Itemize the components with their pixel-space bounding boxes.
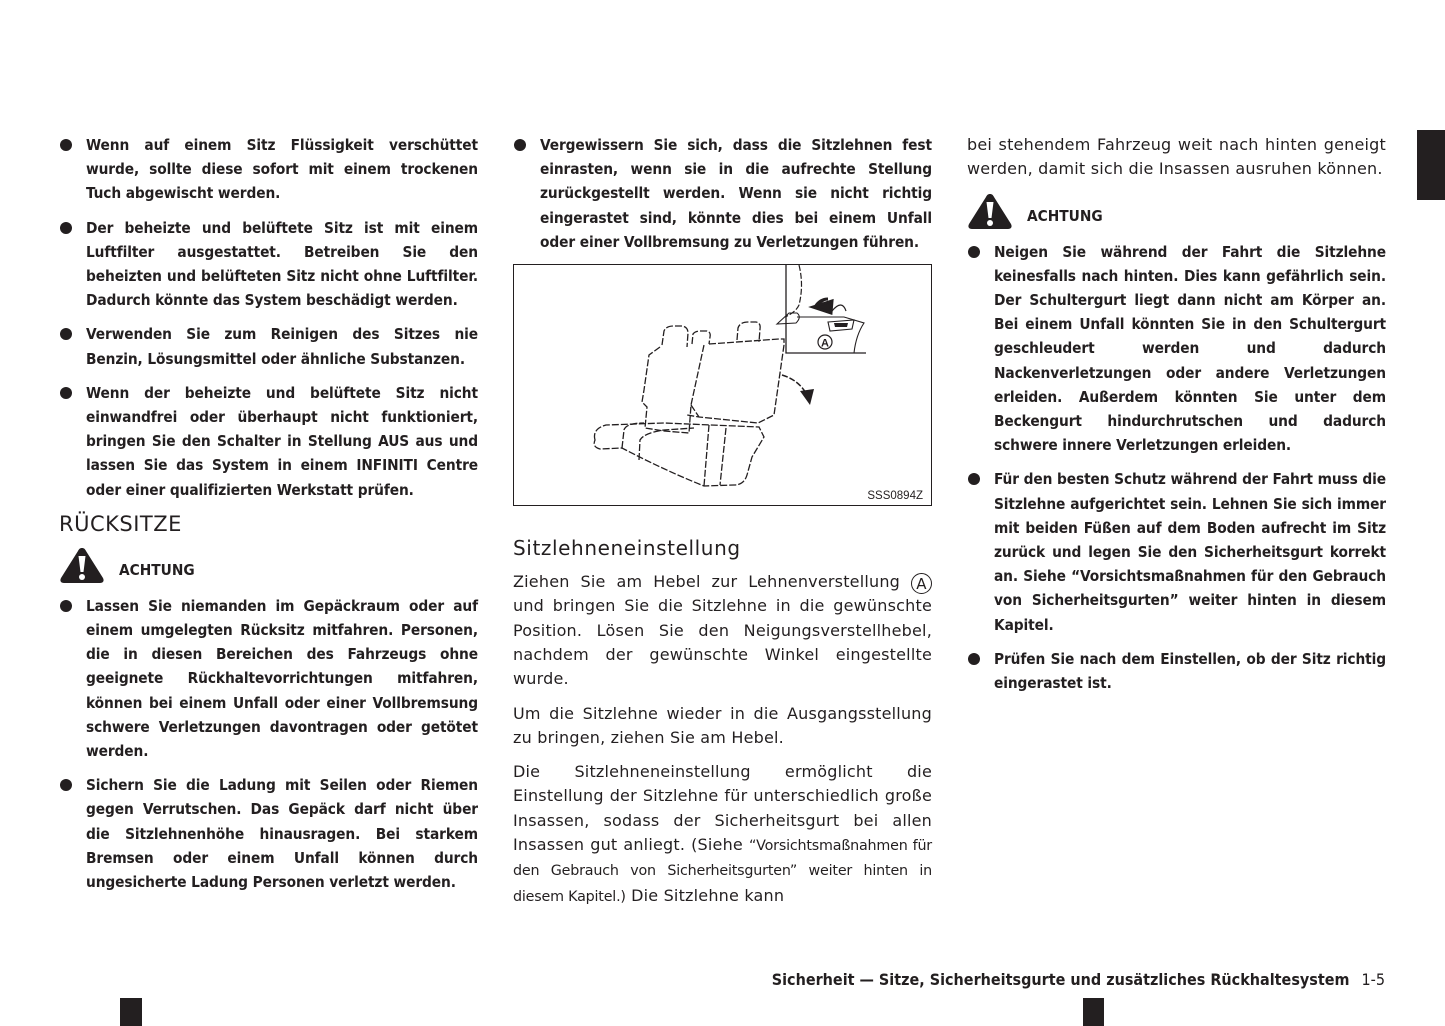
column-2 — [513, 133, 932, 919]
bullet-item: Lassen Sie niemanden im Gepäckraum oder auf einem umgelegten Rücksitz mitfahren. Personen, die in diesen Bereichen des Fahrzeugs ohne geeignete Rückhaltevorrichtungen mitfahren, können bei einem Unfall oder einer Vollbremsung schwere Verletzungen davontragen oder getötet werden. — [59, 594, 478, 763]
chapter-thumb-tab — [1417, 130, 1445, 200]
column-3 — [967, 133, 1386, 705]
warning-label: ACHTUNG — [1027, 206, 1103, 225]
bullet-icon — [60, 328, 72, 340]
paragraph: Um die Sitzlehne wieder in die Ausgangsstellung zu bringen, ziehen Sie am Hebel. — [513, 703, 932, 747]
subsection-title: Sitzlehneneinstellung — [513, 536, 741, 561]
paragraph: Ziehen Sie am Hebel zur Lehnenverstellung A und bringen Sie die Sitzlehne in die gewünschte Position. Lösen Sie den Neigungsverstellhebel, nachdem der gewünschte Winkel eingestellte wurde. — [513, 572, 932, 689]
bullet-icon — [60, 222, 72, 234]
warning-label: ACHTUNG — [119, 560, 195, 579]
bullet-item: Neigen Sie während der Fahrt die Sitzlehne keinesfalls nach hinten. Dies kann gefährlich sein. Der Schultergurt liegt dann nicht am Körper an. Bei einem Unfall könnten Sie in den Schultergurt geschleudert werden und dadurch Nackenverletzungen oder andere Verletzungen erleiden. Außerdem könnten Sie unter dem Beckengurt hindurchrutschen und dadurch schwere innere Verletzungen erleiden. — [967, 240, 1386, 458]
rear-seat-illustration — [513, 264, 932, 506]
warning-header — [967, 192, 1386, 232]
bullet-icon — [60, 600, 72, 612]
bullet-icon — [968, 246, 980, 258]
headrest-left — [662, 326, 688, 347]
cross-reference: “Vorsichtsmaßnahmen für den Gebrauch von Sicherheitsgurten” weiter hinten in diesem Kapitel.) — [513, 837, 932, 905]
page-footer — [772, 970, 1385, 989]
column-1 — [59, 133, 478, 904]
fold-arrow-icon — [782, 375, 814, 405]
warning-triangle-icon — [59, 546, 105, 584]
headrest-right — [737, 322, 760, 342]
lever-detail-inset — [777, 265, 866, 353]
bullet-icon — [514, 139, 526, 151]
callout-a-icon: A — [911, 573, 932, 594]
section-title: RÜCKSITZE — [59, 511, 182, 536]
bullet-icon — [968, 473, 980, 485]
bullet-item: Verwenden Sie zum Reinigen des Sitzes nie Benzin, Lösungsmittel oder ähnliche Substanzen. — [59, 322, 478, 370]
bullet-item: Der beheizte und belüftete Sitz ist mit einem Luftfilter ausgestattet. Betreiben Sie den beheizten und belüfteten Sitz nicht ohne Luftfilter. Dadurch könnte das System beschädigt werden. — [59, 216, 478, 313]
crop-mark-right — [1083, 998, 1104, 1026]
callout-a-label: A — [821, 337, 829, 350]
warning-triangle-icon — [967, 192, 1013, 230]
rear-seat-drawing — [514, 265, 931, 505]
paragraph: Die Sitzlehneneinstellung ermöglicht die Einstellung der Sitzlehne für unterschiedlich große Insassen, sodass der Sicherheitsgurt bei allen Insassen gut anliegt. (Siehe “Vorsichtsmaßnahmen für den Gebrauch von Sicherheitsgurten” weiter hinten in diesem Kapitel.) Die Sitzlehne kann — [513, 762, 932, 905]
paragraph-continued: bei stehendem Fahrzeug weit nach hinten geneigt werden, damit sich die Insassen ausruhen können. — [967, 135, 1386, 179]
page-number: 1-5 — [1361, 970, 1385, 989]
bullet-item: Wenn auf einem Sitz Flüssigkeit verschüttet wurde, sollte diese sofort mit einem trockenen Tuch abgewischt werden. — [59, 133, 478, 206]
bullet-icon — [60, 779, 72, 791]
figure-code: SSS0894Z — [867, 490, 923, 503]
warning-header — [59, 546, 478, 586]
bullet-item: Wenn der beheizte und belüftete Sitz nicht einwandfrei oder überhaupt nicht funktioniert, bringen Sie den Schalter in Stellung AUS aus und lassen Sie das System in einem INFINITI Centre oder einer qualifizierten Werkstatt prüfen. — [59, 381, 478, 502]
bullet-icon — [60, 139, 72, 151]
bullet-item: Vergewissern Sie sich, dass die Sitzlehnen fest einrasten, wenn sie in die aufrechte Stellung zurückgestellt werden. Wenn sie nicht richtig eingerastet sind, könnte dies bei einem Unfall oder einer Vollbremsung zu Verletzungen führen. — [513, 133, 932, 254]
bullet-icon — [968, 653, 980, 665]
bullet-item: Für den besten Schutz während der Fahrt muss die Sitzlehne aufgerichtet sein. Lehnen Sie sich immer mit beiden Füßen auf dem Boden aufrecht im Sitz zurück und legen Sie den Sicherheitsgurt korrekt an. Siehe “Vorsichtsmaßnahmen für den Gebrauch von Sicherheitsgurten” weiter hinten in diesem Kapitel. — [967, 467, 1386, 636]
headrest-center — [692, 331, 710, 344]
footer-chapter-title: Sicherheit — Sitze, Sicherheitsgurte und zusätzliches Rückhaltesystem — [771, 970, 1350, 989]
seatback-left — [642, 345, 704, 433]
bullet-item: Sichern Sie die Ladung mit Seilen oder Riemen gegen Verrutschen. Das Gepäck darf nicht über die Sitzlehnenhöhe hinausragen. Bei starkem Bremsen oder einem Unfall können durch ungesicherte Ladung Personen verletzt werden. — [59, 773, 478, 894]
seatback-right — [687, 339, 784, 423]
crop-mark-left — [120, 998, 142, 1026]
bullet-item: Prüfen Sie nach dem Einstellen, ob der Sitz richtig eingerastet ist. — [967, 647, 1386, 695]
bullet-icon — [60, 387, 72, 399]
